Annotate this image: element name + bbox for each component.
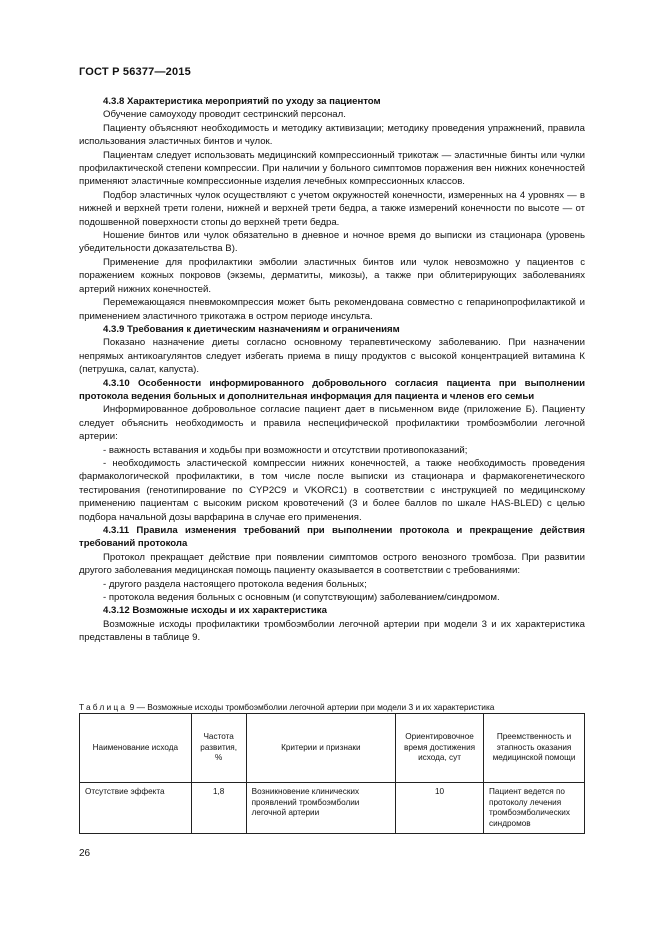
paragraph: Информированное добровольное согласие пациент дает в письменном виде (приложение Б). Пациенту следует объяснить необходимость и правила неспецифической профилактики тромбоэмболии легочной артерии: [79,404,585,443]
section-heading: 4.3.8 Характеристика мероприятий по уходу за пациентом [103,96,381,107]
paragraph: - необходимость эластической компрессии нижних конечностей, а также необходимость проведения фармакологической профилактики, в том числе после выписки из стационара и фармакогенетического тестирования (генотипирование по CYP2C9 и VKORC1) в соответствии с инструкцией по медицинскому применению пациентам с высоким риском кровотечений (3 и более баллов по шкале HAS-BLED) с целью подбора начальной дозы варфарина в случае его применения. [79,457,585,523]
paragraph: Пациенту объясняют необходимость и методику активизации; методику проведения упражнений, правила использования эластичных бинтов и чулок. [79,122,585,148]
paragraph: - протокола ведения больных с основным (и сопутствующим) заболеванием/синдромом. [103,592,500,604]
paragraph: Ношение бинтов или чулок обязательно в дневное и ночное время до выписки из стационара (уровень убедительности доказательства В). [79,230,585,255]
document-header: ГОСТ Р 56377—2015 [79,66,191,78]
paragraph: - важность вставания и ходьбы при возможности и отсутствии противопоказаний; [103,444,468,456]
table-header-row [80,714,585,783]
table-caption-text: 9 — Возможные исходы тромбоэмболии легочной артерии при модели 3 и их характеристика [129,702,495,712]
section-heading: 4.3.12 Возможные исходы и их характеристика [103,605,327,617]
paragraph: Обучение самоуходу проводит сестринский персонал. [103,109,346,121]
paragraph: Протокол прекращает действие при появлении симптомов острого венозного тромбоза. При развитии другого заболевания медицинская помощь пациенту оказывается в соответствии с требованиями: [79,551,585,577]
outcomes-table [79,713,585,834]
table-header-cell: Частота развития, % [191,714,246,783]
section-heading: 4.3.10 Особенности информированного добровольного согласия пациента при выполнении протокола ведения больных и дополнительная информация для пациента и членов его семьи [79,377,585,402]
table-cell: Возникновение клинических проявлений тромбоэмболии легочной артерии [246,783,395,834]
table-header-cell: Ориентировочное время достижения исхода, сут [396,714,484,783]
page-number: 26 [79,848,91,859]
document-body [79,95,585,645]
table-caption-label: Таблица [79,702,128,712]
table-cell: 10 [396,783,484,834]
table-caption [79,702,585,713]
table-header-cell: Преемственность и этапность оказания медицинской помощи [484,714,585,783]
table-row [80,783,585,834]
paragraph: Применение для профилактики эмболии эластичных бинтов или чулок невозможно у пациентов с поражением кожных покровов (экземы, дерматиты, микозы), а также при облитерирующих заболеваниях артерий нижних конечностей. [79,256,585,295]
paragraph: Подбор эластичных чулок осуществляют с учетом окружностей конечности, измеренных на 4 уровнях — в нижней и верхней трети голени, нижней и верхней трети бедра, а также измерений конечности по высоте — от подошвенной поверхности стопы до верхней трети бедра. [79,189,585,228]
table-header-cell: Критерии и признаки [246,714,395,783]
section-heading: 4.3.9 Требования к диетическим назначениям и ограничениям [103,323,400,335]
paragraph: Пациентам следует использовать медицинский компрессионный трикотаж — эластичные бинты или чулки профилактической степени компрессии. При наличии у больного симптомов поражения вен нижних конечностей применяют эластичные компрессионные изделия лечебных компрессионных классов. [79,149,585,188]
paragraph: Возможные исходы профилактики тромбоэмболии легочной артерии при модели 3 и их характеристика представлены в таблице 9. [79,618,585,644]
table-cell: Отсутствие эффекта [80,783,192,834]
section-heading: 4.3.11 Правила изменения требований при выполнении протокола и прекращение действия требований протокола [79,525,585,550]
table-cell: 1,8 [191,783,246,834]
paragraph: Показано назначение диеты согласно основному терапевтическому заболеванию. При назначении непрямых антикоагулянтов следует избегать приема в пищу продуктов с высокой концентрацией витамина К (петрушка, салат, капуста). [79,337,585,376]
paragraph: Перемежающаяся пневмокомпрессия может быть рекомендована совместно с гепаринопрофилактикой и применением эластичного трикотажа в остром периоде инсульта. [79,297,585,322]
table-header-cell: Наименование исхода [80,714,192,783]
table-cell: Пациент ведется по протоколу лечения тромбоэмболических синдромов [484,783,585,834]
paragraph: - другого раздела настоящего протокола ведения больных; [103,578,367,590]
